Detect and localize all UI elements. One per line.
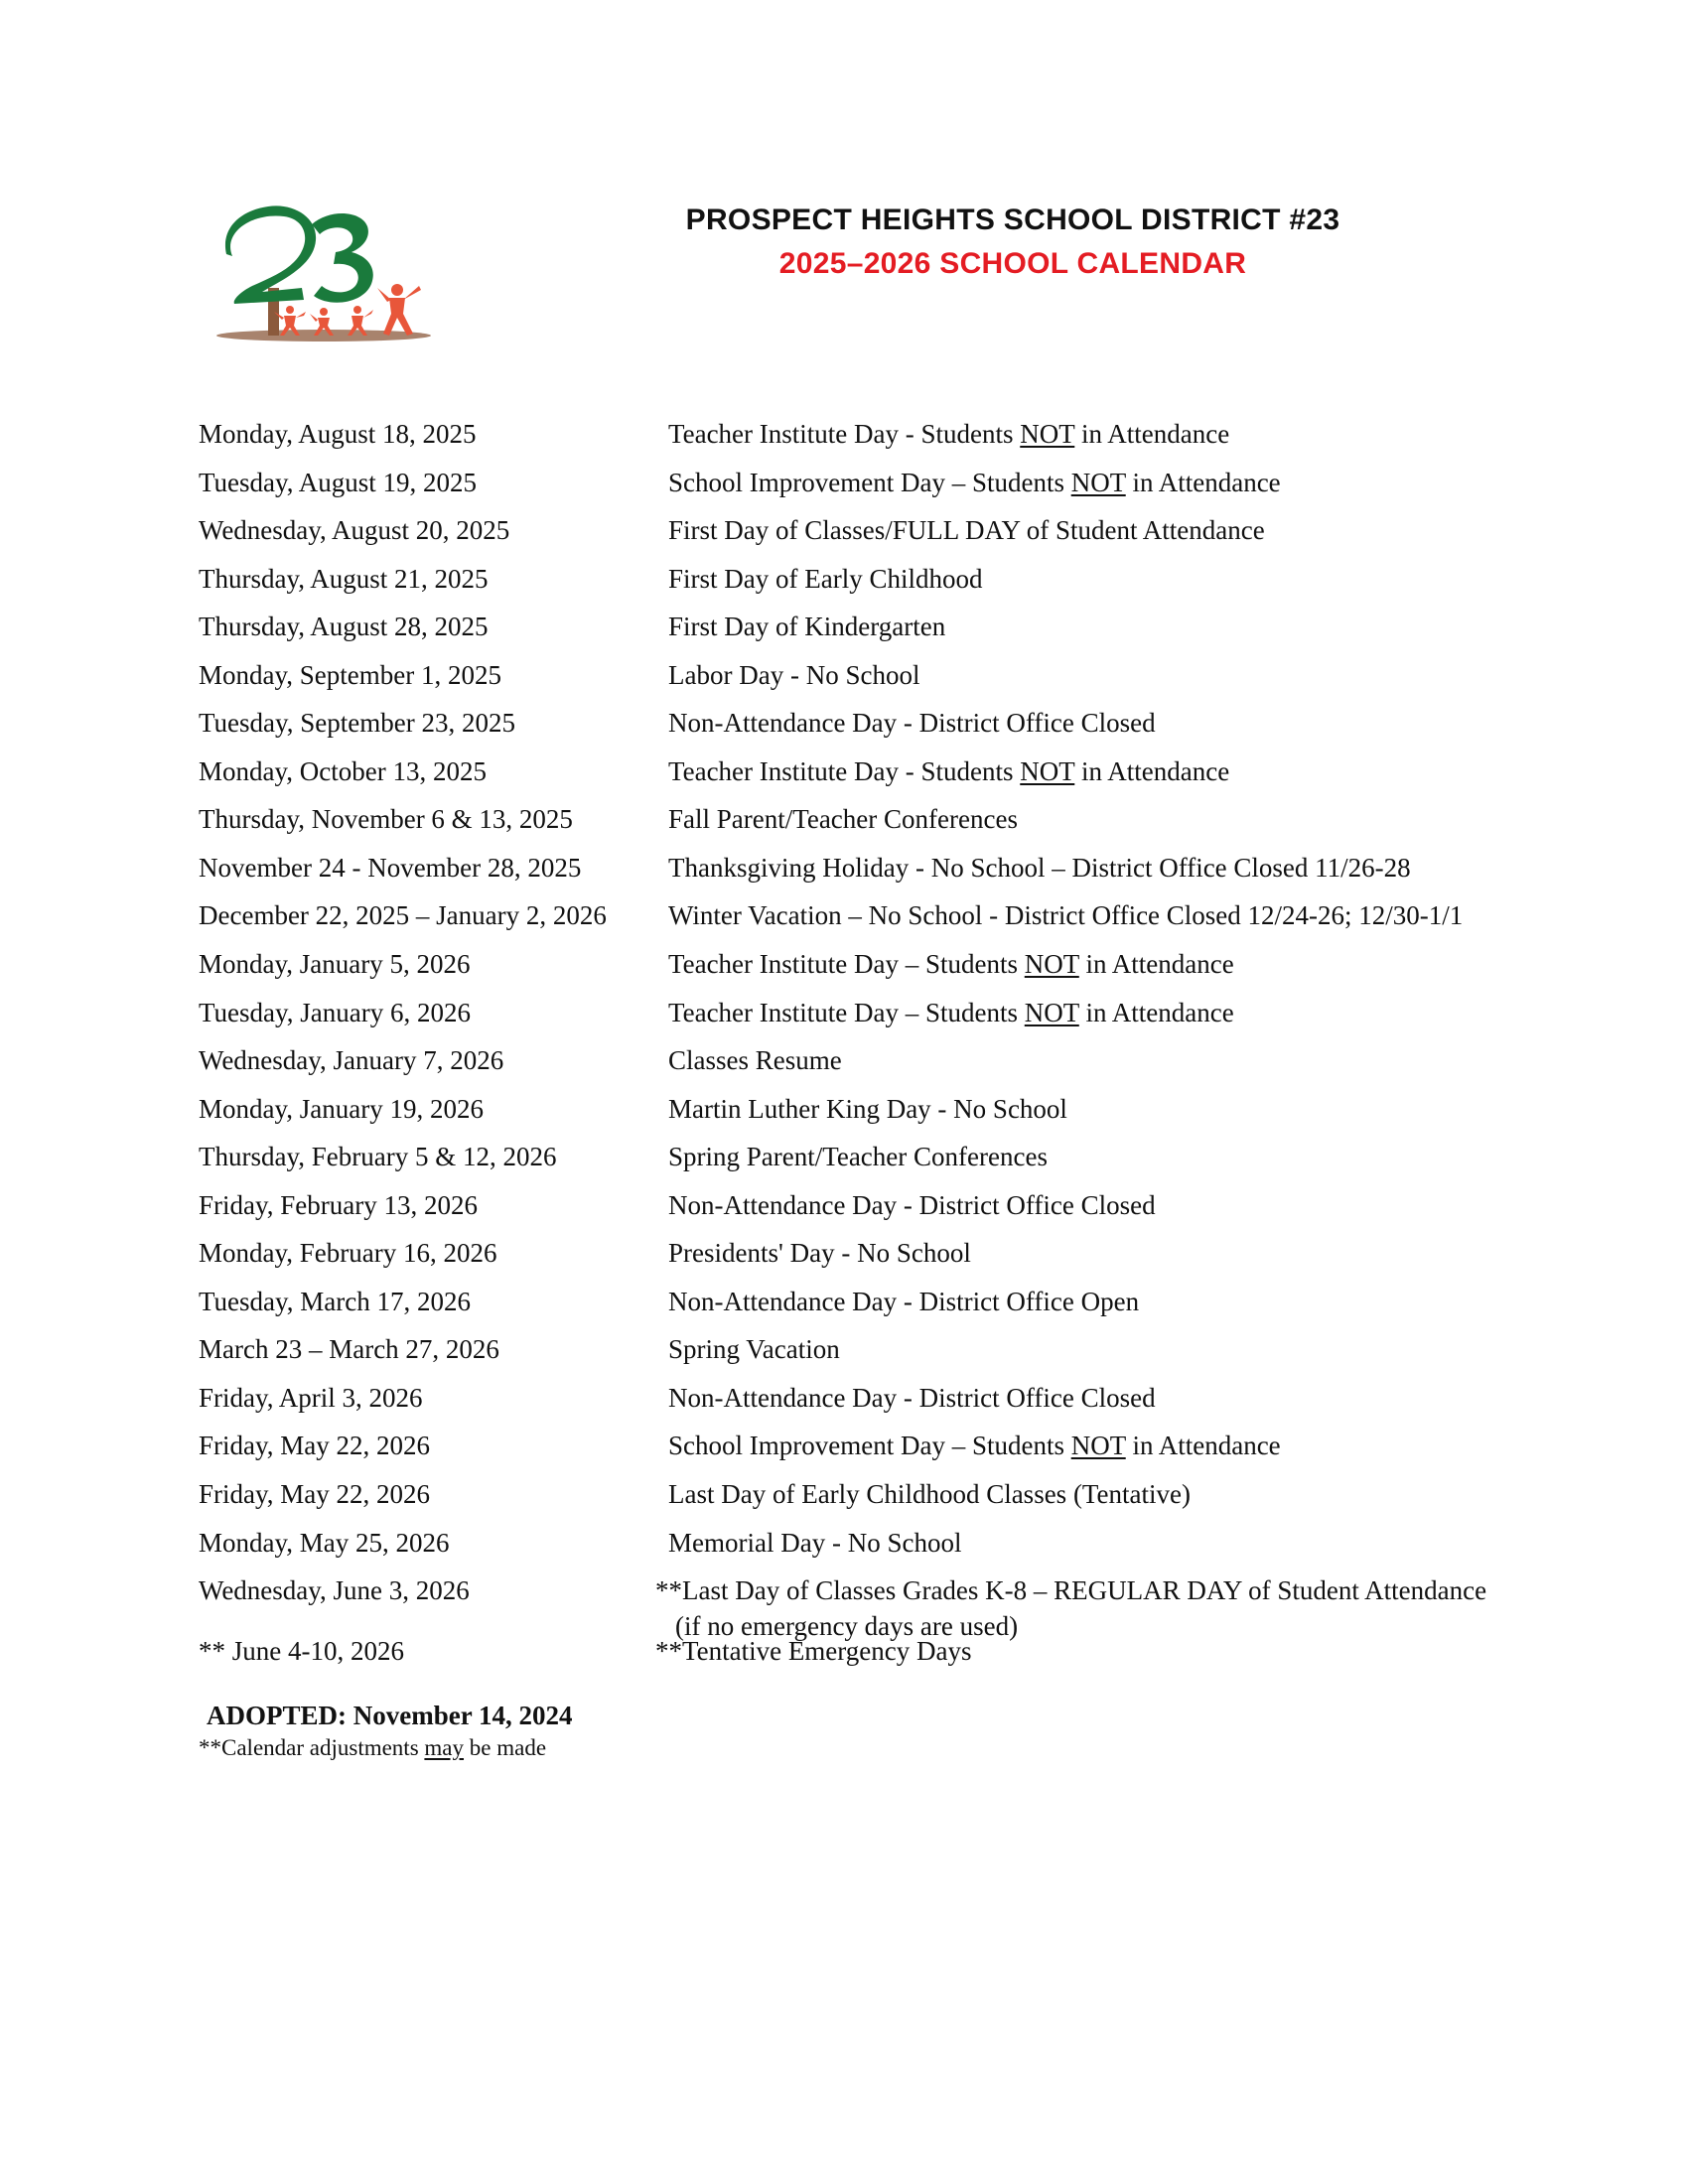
event-description: Classes Resume	[668, 1045, 842, 1076]
calendar-row	[0, 1278, 1688, 1326]
event-date: Thursday, February 5 & 12, 2026	[199, 1142, 557, 1172]
adopted-date: ADOPTED: November 14, 2024	[207, 1701, 573, 1730]
calendar-row	[0, 891, 1688, 940]
calendar-row	[0, 1085, 1688, 1134]
event-description: First Day of Early Childhood	[668, 563, 983, 594]
event-description: **Last Day of Classes Grades K-8 – REGULAR DAY of Student Attendance (if no emergency days are used)	[655, 1572, 1486, 1644]
calendar-list	[0, 410, 1688, 1698]
page-header	[596, 199, 1430, 286]
event-description: School Improvement Day – Students NOT in Attendance	[668, 467, 1281, 497]
calendar-row	[0, 1519, 1688, 1568]
event-date: Friday, May 22, 2026	[199, 1479, 430, 1510]
event-note: (if no emergency days are used)	[675, 1611, 1019, 1642]
calendar-row	[0, 1470, 1688, 1519]
event-date: Monday, October 13, 2025	[199, 755, 487, 786]
calendar-row	[0, 1374, 1688, 1423]
district-title: PROSPECT HEIGHTS SCHOOL DISTRICT #23	[685, 204, 1340, 236]
event-date: Wednesday, June 3, 2026	[199, 1575, 470, 1606]
event-date: Friday, February 13, 2026	[199, 1189, 478, 1220]
not-emphasis: NOT	[1020, 419, 1075, 449]
event-description: Teacher Institute Day - Students NOT in Attendance	[668, 755, 1230, 786]
event-description: Fall Parent/Teacher Conferences	[668, 804, 1018, 835]
calendar-row	[0, 699, 1688, 748]
ground-shadow	[216, 330, 431, 341]
event-date: December 22, 2025 – January 2, 2026	[199, 900, 607, 931]
calendar-row	[0, 1181, 1688, 1230]
not-emphasis: NOT	[1070, 467, 1126, 497]
calendar-row	[0, 1422, 1688, 1470]
event-description: Last Day of Early Childhood Classes (Tentative)	[668, 1479, 1191, 1510]
calendar-row	[0, 410, 1688, 459]
event-description: Winter Vacation – No School - District Office Closed 12/24-26; 12/30-1/1	[668, 900, 1464, 931]
event-description: School Improvement Day – Students NOT in Attendance	[668, 1431, 1281, 1461]
event-date: Monday, February 16, 2026	[199, 1238, 497, 1269]
event-description: Spring Parent/Teacher Conferences	[668, 1142, 1048, 1172]
event-date: Tuesday, March 17, 2026	[199, 1286, 471, 1316]
event-date: Monday, January 19, 2026	[199, 1093, 484, 1124]
calendar-row	[0, 1325, 1688, 1374]
event-description: Non-Attendance Day - District Office Closed	[668, 1382, 1156, 1413]
digit-three	[312, 213, 373, 303]
event-description: Spring Vacation	[668, 1334, 840, 1365]
event-date: Monday, August 18, 2025	[199, 419, 477, 449]
event-date: Thursday, November 6 & 13, 2025	[199, 804, 573, 835]
calendar-row	[0, 940, 1688, 989]
not-emphasis: NOT	[1020, 755, 1075, 786]
event-description: Presidents' Day - No School	[668, 1238, 971, 1269]
event-description: Memorial Day - No School	[668, 1527, 962, 1558]
calendar-row	[0, 651, 1688, 700]
event-description: Thanksgiving Holiday - No School – District Office Closed 11/26-28	[668, 852, 1411, 883]
not-emphasis: NOT	[1024, 949, 1079, 980]
district-logo	[212, 205, 437, 355]
not-emphasis: NOT	[1070, 1431, 1126, 1461]
calendar-row	[0, 603, 1688, 651]
event-description: Teacher Institute Day - Students NOT in Attendance	[668, 419, 1230, 449]
event-date: Tuesday, September 23, 2025	[199, 708, 515, 739]
event-description: **Tentative Emergency Days	[655, 1636, 972, 1667]
event-description: Labor Day - No School	[668, 659, 920, 690]
event-date: Friday, April 3, 2026	[199, 1382, 423, 1413]
calendar-row	[0, 748, 1688, 796]
event-description: Non-Attendance Day - District Office Open	[668, 1286, 1140, 1316]
event-date: Friday, May 22, 2026	[199, 1431, 430, 1461]
calendar-subtitle: 2025–2026 SCHOOL CALENDAR	[778, 247, 1247, 280]
event-description: Non-Attendance Day - District Office Closed	[668, 708, 1156, 739]
event-date: Wednesday, January 7, 2026	[199, 1045, 504, 1076]
event-description: First Day of Kindergarten	[668, 612, 946, 642]
event-date: Tuesday, January 6, 2026	[199, 997, 471, 1027]
event-date: November 24 - November 28, 2025	[199, 852, 582, 883]
calendar-row	[0, 555, 1688, 604]
event-date: Monday, January 5, 2026	[199, 949, 471, 980]
calendar-row	[0, 459, 1688, 507]
calendar-row-emergency	[0, 1638, 1688, 1698]
event-date: Monday, May 25, 2026	[199, 1527, 450, 1558]
calendar-row	[0, 1036, 1688, 1085]
event-date: Thursday, August 28, 2025	[199, 612, 489, 642]
event-description: Non-Attendance Day - District Office Closed	[668, 1189, 1156, 1220]
event-description: Teacher Institute Day – Students NOT in Attendance	[668, 997, 1234, 1027]
event-date: March 23 – March 27, 2026	[199, 1334, 499, 1365]
event-date: ** June 4-10, 2026	[199, 1636, 404, 1667]
calendar-row	[0, 1133, 1688, 1181]
calendar-row	[0, 844, 1688, 892]
event-date: Thursday, August 21, 2025	[199, 563, 489, 594]
calendar-row	[0, 1229, 1688, 1278]
event-description: Martin Luther King Day - No School	[668, 1093, 1067, 1124]
calendar-row	[0, 795, 1688, 844]
not-emphasis: NOT	[1024, 997, 1079, 1027]
event-description: First Day of Classes/FULL DAY of Student Attendance	[668, 515, 1265, 546]
event-description: Teacher Institute Day – Students NOT in Attendance	[668, 949, 1234, 980]
calendar-row	[0, 989, 1688, 1037]
footer	[199, 1698, 572, 1763]
adjustments-note: **Calendar adjustments may be made	[199, 1735, 547, 1760]
event-date: Tuesday, August 19, 2025	[199, 467, 478, 497]
calendar-row	[0, 506, 1688, 555]
event-date: Wednesday, August 20, 2025	[199, 515, 510, 546]
event-date: Monday, September 1, 2025	[199, 659, 501, 690]
